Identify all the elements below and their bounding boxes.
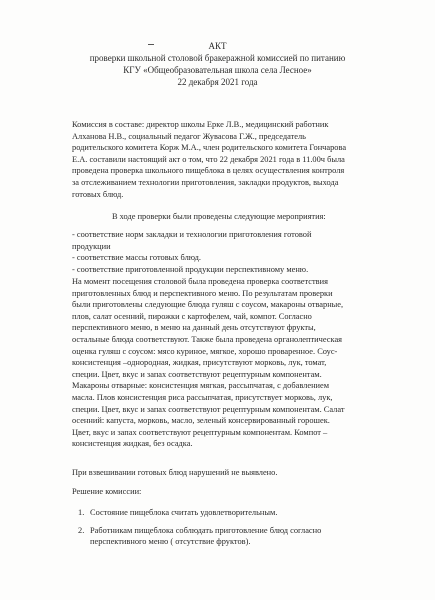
- text-line: перспективного меню, в меню на данный день отсутствуют фрукты,: [72, 323, 316, 333]
- section-heading: Решение комиссии:: [72, 487, 142, 496]
- list-text: Состояние пищеблока считать удовлетворительным.: [90, 508, 278, 517]
- text-line: консистенция жидкая, без осадка.: [72, 439, 193, 449]
- measures-list: [72, 229, 412, 275]
- document-header: [0, 40, 435, 88]
- text-line: Макароны отварные: консистенция мягкая, рассыпчатая, с добавлением: [72, 381, 330, 391]
- text-line: родительского комитета Корж М.А., член родительского комитета Гончарова: [72, 143, 347, 153]
- text-line: осенний: капуста, морковь, масло, зеленый консервированный горошек.: [72, 416, 330, 426]
- text-line: оценка гуляш с соусом: мясо куриное, мягкое, хорошо проваренное. Соус-: [72, 346, 338, 356]
- document-date: 22 декабря 2021 года: [177, 77, 258, 87]
- findings-paragraph: [72, 276, 412, 450]
- text-line: При взвешивании готовых блюд нарушений не выявлено.: [72, 468, 278, 477]
- section-heading: В ходе проверки были проведены следующие мероприятия:: [112, 212, 326, 221]
- list-item: [78, 507, 408, 519]
- text-line: плов, салат осенний, пирожки с картофелем, чай, компот. Согласно: [72, 311, 312, 321]
- text-line: специи. Цвет, вкус и запах соответствуют рецептурным компонентам.: [72, 369, 322, 379]
- organization-name: КГУ «Общеобразовательная школа села Лесное»: [123, 65, 312, 75]
- list-number: 1.: [78, 508, 85, 517]
- list-item: [78, 536, 408, 548]
- text-line: На момент посещения столовой была проведена проверка соответствия: [72, 277, 328, 286]
- intro-paragraph: [72, 119, 412, 200]
- document-subtitle: проверки школьной столовой бракеражной комиссией по питанию: [89, 53, 346, 63]
- list-number: 2.: [78, 525, 85, 535]
- list-item: - соответствие приготовленной продукции перспективному меню.: [72, 264, 309, 274]
- text-line: проведена проверка школьного пищеблока в целях осуществления контроля: [72, 166, 345, 176]
- measures-heading: [72, 211, 412, 223]
- text-line: масла. Плов консистенция риса рассыпчатая, присутствует морковь, лук,: [72, 392, 333, 402]
- text-line: остальные блюда соответствуют. Также была проведена органолептическая: [72, 334, 343, 344]
- list-item: [78, 525, 408, 537]
- list-item: продукции: [72, 241, 111, 251]
- list-text: перспективного меню ( отсутствие фруктов).: [90, 537, 251, 547]
- text-line: Алханова Н.В., социальный педагог Жувасова Г.Ж., председатель: [72, 131, 306, 141]
- text-line: консистенция –однородная, жидкая, присутствуют морковь, лук, томат,: [72, 358, 327, 368]
- text-line: специи. Цвет, вкус и запах соответствуют рецептурным компонентам. Салат: [72, 404, 345, 414]
- text-line: приготовленных блюд и перспективного меню. По результатам проверки: [72, 288, 333, 298]
- text-line: Цвет, вкус и запах соответствуют рецептурным компонентам. Компот –: [72, 427, 328, 437]
- list-text: Работникам пищеблока соблюдать приготовление блюд согласно: [90, 525, 322, 535]
- list-item: - соответствие норм закладки и технологии приготовления готовой: [72, 230, 312, 239]
- text-line: за отслеживанием технологии приготовления, закладки продуктов, выхода: [72, 177, 339, 187]
- text-line: готовых блюд.: [72, 189, 124, 199]
- text-line: Комиссия в составе: директор школы Ерке Л.В., медицинский работник: [72, 120, 329, 129]
- document-title: АКТ: [208, 41, 227, 51]
- decision-heading: [72, 486, 412, 498]
- weighing-paragraph: [72, 467, 412, 479]
- text-line: Е.А. составили настоящий акт о том, что 22 декабря 2021 года в 11.00ч была: [72, 154, 345, 164]
- list-item: - соответствие массы готовых блюд.: [72, 253, 201, 263]
- decision-list: [78, 507, 408, 548]
- text-line: были приготовлены следующие блюда гуляш с соусом, макароны отварные,: [72, 300, 344, 310]
